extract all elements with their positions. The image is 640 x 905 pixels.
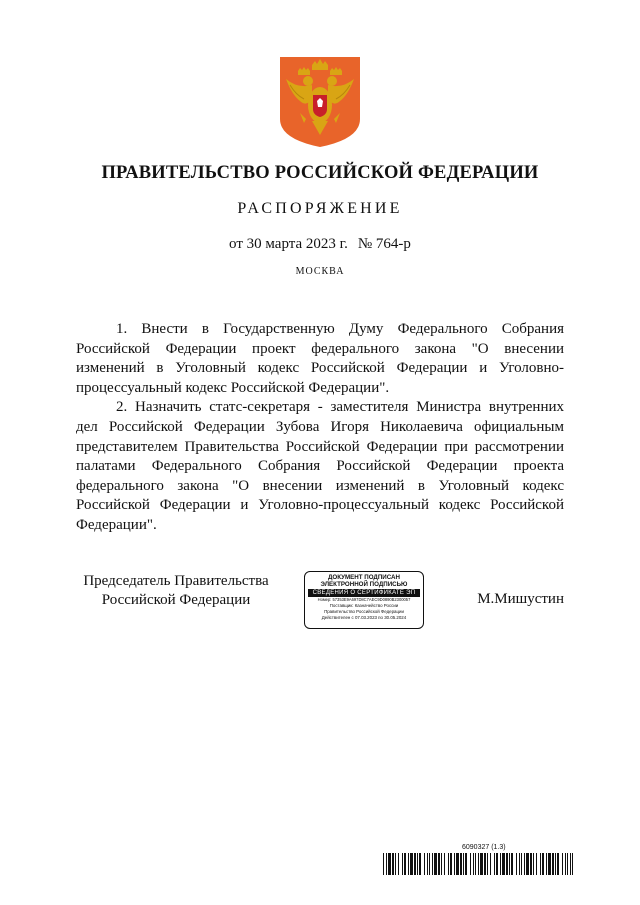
document-date-line (0, 236, 640, 253)
paragraph-1: 1. Внести в Государственную Думу Федерального Собрания Российской Федерации проект федерального закона "О внесении изменений в Уголовный кодекс Российской Федерации и Уголовно-процессуальный кодекс Российской Федерации". (76, 321, 564, 396)
document-body (76, 320, 564, 536)
stamp-title-line1: ДОКУМЕНТ ПОДПИСАН (328, 574, 400, 581)
russian-coat-of-arms-icon (278, 55, 362, 149)
paragraph-2: 2. Назначить статс-секретаря - заместителя Министра внутренних дел Российской Федерации Зубова Игоря Николаевича официальным представителем Правительства Российской Федерации при рассмотрении палатами Федерального Собрания Российской Федерации проекта федерального закона "О внесении изменений в Уголовный кодекс Российской Федерации и Уголовно-процессуальный кодекс Российской Федерации". (76, 399, 564, 533)
electronic-signature-stamp (304, 571, 424, 629)
document-city: МОСКВА (295, 266, 345, 277)
government-title: ПРАВИТЕЛЬСТВО РОССИЙСКОЙ ФЕДЕРАЦИИ (101, 163, 539, 183)
stamp-cert-header: СВЕДЕНИЯ О СЕРТИФИКАТЕ ЭП (308, 589, 420, 597)
document-type: РАСПОРЯЖЕНИЕ (237, 200, 403, 217)
signatory-position-line1: Председатель Правительства (83, 573, 269, 589)
document-date: от 30 марта 2023 г. (229, 236, 348, 252)
stamp-serial: Номер: 57353E9A697D8C7AEC9D0890B2300057 (317, 597, 411, 602)
signatory-position-line2: Российской Федерации (101, 592, 251, 608)
barcode-number: 6090327 (1.3) (462, 844, 506, 851)
stamp-issuer-line1: Поставщик: Казначейство России (329, 603, 399, 608)
document-number: № 764-р (357, 236, 411, 252)
signatory-name: М.Мишустин (477, 591, 564, 607)
signatory-position (76, 572, 276, 610)
stamp-title (305, 574, 423, 588)
stamp-title-line2: ЭЛЕКТРОННОЙ ПОДПИСЬЮ (320, 581, 408, 588)
stamp-validity: Действителен с 07.03.2023 по 30.05.2024 (321, 615, 407, 620)
barcode-icon (383, 853, 573, 875)
stamp-issuer-line2: Правительство Российской Федерации (324, 609, 404, 614)
